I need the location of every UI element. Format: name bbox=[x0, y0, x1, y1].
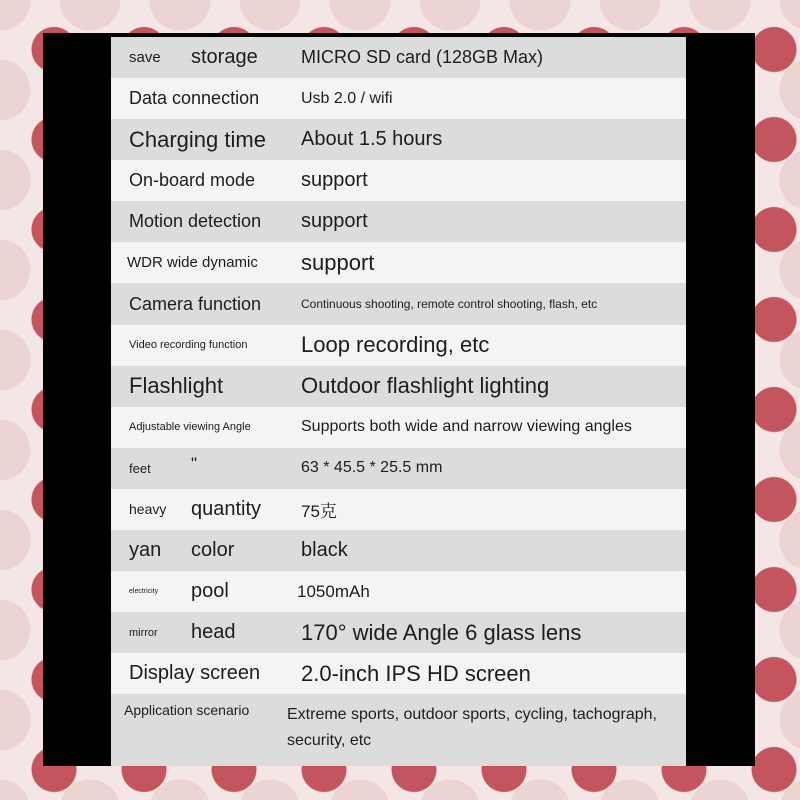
spec-label: Video recording function bbox=[129, 339, 248, 352]
spec-row-dimensions bbox=[111, 448, 686, 489]
spec-value: Continuous shooting, remote control shooting, flash, etc bbox=[301, 297, 598, 311]
spec-value: Outdoor flashlight lighting bbox=[301, 373, 550, 399]
spec-row-onboard-mode bbox=[111, 160, 686, 201]
spec-row-lens bbox=[111, 612, 686, 653]
spec-label: mirror bbox=[129, 626, 158, 639]
spec-row-display-screen bbox=[111, 653, 686, 694]
spec-value: Usb 2.0 / wifi bbox=[301, 89, 393, 107]
spec-row-application bbox=[111, 694, 686, 766]
spec-label: Charging time bbox=[129, 126, 266, 152]
spec-label: Data connection bbox=[129, 88, 260, 109]
spec-label: Flashlight bbox=[129, 373, 224, 399]
spec-value: support bbox=[301, 169, 368, 192]
spec-label-secondary: pool bbox=[191, 580, 229, 603]
spec-row-motion-detection bbox=[111, 201, 686, 242]
spec-row-charging-time bbox=[111, 119, 686, 160]
spec-label: Display screen bbox=[129, 662, 261, 685]
spec-label-secondary: head bbox=[191, 621, 236, 644]
spec-value: support bbox=[301, 210, 368, 233]
spec-value: Extreme sports, outdoor sports, cycling, tachograph, security, etc bbox=[287, 706, 657, 750]
spec-label: Camera function bbox=[129, 293, 262, 314]
spec-value: 63 * 45.5 * 25.5 mm bbox=[301, 459, 443, 477]
spec-value: 1050mAh bbox=[297, 581, 370, 601]
spec-value: black bbox=[301, 538, 348, 561]
spec-label: electricity bbox=[129, 588, 159, 596]
spec-label: Adjustable viewing Angle bbox=[129, 421, 251, 434]
spec-label: On-board mode bbox=[129, 170, 256, 191]
spec-value: About 1.5 hours bbox=[301, 128, 443, 151]
spec-row-storage bbox=[111, 37, 686, 78]
spec-table bbox=[111, 37, 686, 766]
spec-label: yan bbox=[129, 538, 162, 561]
spec-label-secondary: quantity bbox=[191, 497, 262, 520]
spec-value: 170° wide Angle 6 glass lens bbox=[301, 619, 582, 645]
spec-label: save bbox=[129, 49, 161, 67]
spec-row-color bbox=[111, 530, 686, 571]
spec-value: Loop recording, etc bbox=[301, 332, 490, 358]
spec-row-weight bbox=[111, 489, 686, 530]
spec-row-wdr bbox=[111, 242, 686, 283]
spec-row-video-recording bbox=[111, 325, 686, 366]
spec-row-data-connection bbox=[111, 78, 686, 119]
spec-row-battery bbox=[111, 571, 686, 612]
spec-label: WDR wide dynamic bbox=[127, 254, 258, 272]
spec-label-secondary: " bbox=[191, 453, 198, 473]
spec-row-viewing-angle bbox=[111, 407, 686, 448]
spec-value: 75克 bbox=[301, 501, 337, 521]
spec-label-secondary: storage bbox=[191, 46, 258, 69]
spec-value: support bbox=[301, 249, 375, 275]
spec-row-flashlight bbox=[111, 366, 686, 407]
spec-value: Supports both wide and narrow viewing angles bbox=[301, 418, 632, 436]
spec-label: Application scenario bbox=[124, 702, 250, 719]
spec-value: 2.0-inch IPS HD screen bbox=[301, 660, 531, 686]
spec-row-camera-function bbox=[111, 283, 686, 324]
spec-value: MICRO SD card (128GB Max) bbox=[301, 47, 544, 68]
spec-label: feet bbox=[129, 460, 151, 476]
spec-label: heavy bbox=[129, 501, 167, 518]
spec-label-secondary: color bbox=[191, 538, 235, 561]
spec-label: Motion detection bbox=[129, 211, 262, 232]
